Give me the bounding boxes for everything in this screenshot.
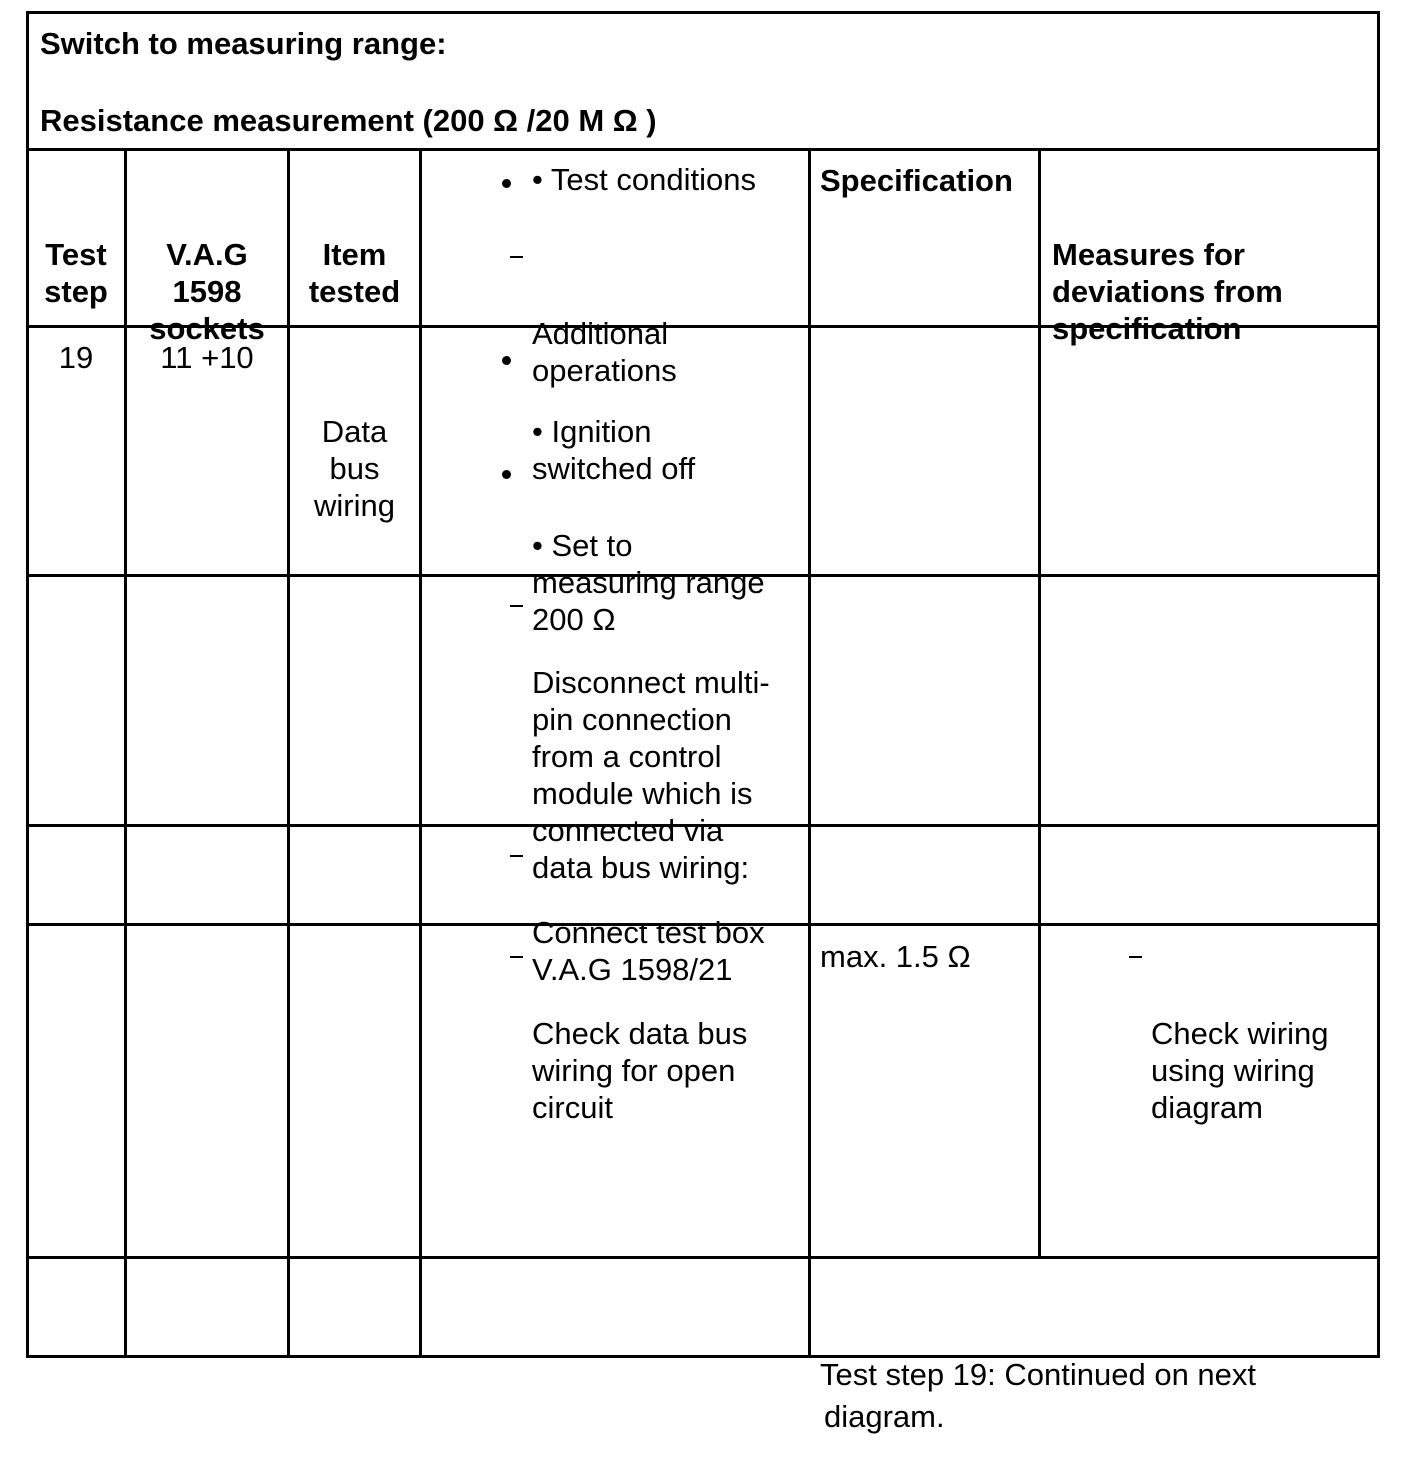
dash-icon — [510, 605, 523, 607]
dash-icon — [510, 855, 523, 857]
header-test-step: Test step — [44, 237, 108, 309]
header-specification: Specification — [820, 163, 1013, 198]
row1-condition-range: • Set to measuring range 200 Ω — [532, 528, 765, 637]
row1-test-step: 19 — [58, 340, 94, 375]
dash-icon — [510, 256, 523, 258]
bullet-dot-icon — [502, 470, 511, 479]
row1-condition-ignition: • Ignition switched off — [532, 414, 696, 486]
dash-icon — [1129, 956, 1142, 958]
header-additional-operations: Additional operations — [532, 316, 677, 388]
rule-header-top — [26, 148, 1380, 151]
row3-operation: Connect test box V.A.G 1598/21 — [532, 915, 765, 987]
header-sockets: V.A.G 1598 sockets — [149, 237, 265, 346]
title-line1: Switch to measuring range: — [40, 26, 447, 61]
footer-note: Test step 19: Continued on next diagram. — [820, 1357, 1257, 1434]
header-item-tested: Item tested — [308, 237, 401, 309]
rule-row4-bottom — [26, 1256, 1380, 1259]
title-line2: Resistance measurement (200 Ω /20 M Ω ) — [40, 103, 657, 138]
rule-col4 — [808, 148, 811, 1356]
header-measures: Measures for deviations from specification — [1052, 237, 1283, 346]
row1-item: Data bus wiring — [314, 414, 395, 523]
row2-operation: Disconnect multi- pin connection from a control module which is connected via data bus wiring: — [532, 665, 770, 885]
row4-operation: Check data bus wiring for open circuit — [532, 1016, 748, 1125]
rule-col5-upper — [1038, 148, 1041, 1258]
header-test-conditions: • Test conditions — [532, 162, 756, 197]
row4-measure: Check wiring using wiring diagram — [1151, 1016, 1329, 1125]
dash-icon — [510, 956, 523, 958]
bullet-dot-icon — [502, 179, 511, 188]
bullet-dot-icon — [502, 356, 511, 365]
row1-sockets: 11 +10 — [160, 340, 254, 375]
row4-specification: max. 1.5 Ω — [820, 939, 971, 974]
